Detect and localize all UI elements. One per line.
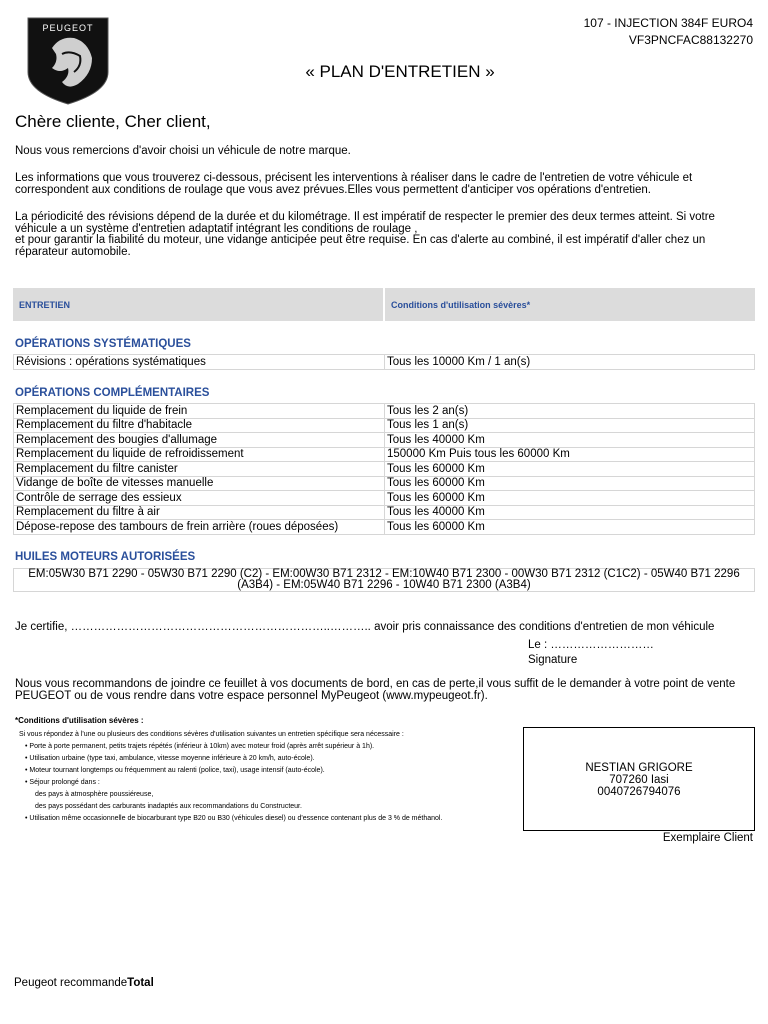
interval-cell: Tous les 60000 Km xyxy=(385,520,755,535)
complementary-table xyxy=(13,403,755,535)
copy-label: Exemplaire Client xyxy=(662,832,753,844)
vehicle-model: 107 - INJECTION 384F EURO4 xyxy=(583,16,753,30)
interval-cell: Tous les 1 an(s) xyxy=(385,418,755,433)
list-item: des pays à atmosphère poussiéreuse, xyxy=(35,791,154,798)
list-item: • Utilisation même occasionnelle de biocarburant type B20 ou B30 (véhicules diesel) ou d'essence contenant plus de 3 % de méthanol. xyxy=(25,815,443,822)
peugeot-logo xyxy=(22,14,114,106)
severe-conditions-title: *Conditions d'utilisation sévères : xyxy=(15,716,144,725)
operation-cell: Vidange de boîte de vitesses manuelle xyxy=(14,476,385,491)
table-row xyxy=(14,404,755,419)
table-row xyxy=(14,433,755,448)
recommendation-text: Nous vous recommandons de joindre ce feuillet à vos documents de bord, en cas de perte,il vous suffit de le demander à votre point de vente PEUGEOT ou de vous rendre dans votre espace personnel MyPeugeot (www.mypeugeot.fr). xyxy=(15,678,736,702)
client-info-box xyxy=(523,727,755,831)
systematic-table xyxy=(13,354,755,370)
vehicle-vin: VF3PNCFAC88132270 xyxy=(628,33,753,47)
section-title-systematic: OPÉRATIONS SYSTÉMATIQUES xyxy=(15,338,191,350)
signature-label: Signature xyxy=(528,654,578,666)
table-row xyxy=(14,505,755,520)
table-row xyxy=(14,447,755,462)
intro-paragraph-3: La périodicité des révisions dépend de la durée et du kilométrage. Il est impératif de respecter le premier des deux termes atteint. Si votre véhicule a un système d'entretien adaptatif intégrant les conditions de roulage , et pour garantir la fiabilité du moteur, une vidange anticipée peut être requise. En cas d'alerte au combiné, il est impératif d'aller chez un réparateur automobile. xyxy=(15,211,715,258)
interval-cell: Tous les 60000 Km xyxy=(385,491,755,506)
interval-cell: Tous les 60000 Km xyxy=(385,462,755,477)
intro-paragraph-2: Les informations que vous trouverez ci-dessous, précisent les interventions à réaliser dans le cadre de l'entretien de votre véhicule et correspondent aux conditions de roulage que vous avez prévues.Elles vous permettent d'anticiper vos opérations d'entretien. xyxy=(15,172,693,196)
page-title: « PLAN D'ENTRETIEN » xyxy=(305,62,495,81)
date-field: Le : ……………………… xyxy=(528,639,654,651)
svg-text:PEUGEOT: PEUGEOT xyxy=(42,23,94,33)
maintenance-table-header xyxy=(13,288,755,321)
interval-cell: Tous les 40000 Km xyxy=(385,433,755,448)
oils-line-2: (A3B4) - EM:05W40 B71 2296 - 10W40 B71 2300 (A3B4) xyxy=(237,579,531,591)
certification-text: Je certifie, …………………………………………………………..……….. avoir pris connaissance des conditions d'entretien de mon véhicule xyxy=(15,621,715,633)
severe-conditions-list xyxy=(19,729,442,825)
operation-cell: Contrôle de serrage des essieux xyxy=(14,491,385,506)
operation-cell: Remplacement des bougies d'allumage xyxy=(14,433,385,448)
interval-cell: Tous les 40000 Km xyxy=(385,505,755,520)
operation-cell: Remplacement du filtre à air xyxy=(14,505,385,520)
oils-line-1: EM:05W30 B71 2290 - 05W30 B71 2290 (C2) - EM:00W30 B71 2312 - EM:10W40 B71 2300 - 00W30 B71 2312 (C1C2) - 05W40 B71 2296 xyxy=(28,568,740,580)
table-row xyxy=(14,418,755,433)
list-item: • Moteur tournant longtemps ou fréquemment au ralenti (police, taxi), usage intensif (auto-école). xyxy=(25,767,325,774)
footer-text: Peugeot recommande xyxy=(14,977,128,989)
column-header-severe-conditions: Conditions d'utilisation sévères* xyxy=(391,300,531,310)
interval-cell: Tous les 60000 Km xyxy=(385,476,755,491)
client-phone: 0040726794076 xyxy=(597,786,681,798)
greeting: Chère cliente, Cher client, xyxy=(15,112,211,131)
footer xyxy=(14,977,154,989)
client-city: 707260 Iasi xyxy=(609,774,669,786)
list-item: • Séjour prolongé dans : xyxy=(25,779,100,786)
operation-cell: Révisions : opérations systématiques xyxy=(14,355,385,370)
intro-paragraph-1: Nous vous remercions d'avoir choisi un véhicule de notre marque. xyxy=(15,145,351,157)
section-title-oils: HUILES MOTEURS AUTORISÉES xyxy=(15,551,196,563)
column-header-maintenance: ENTRETIEN xyxy=(19,300,71,310)
oils-box xyxy=(13,568,755,592)
operation-cell: Dépose-repose des tambours de frein arrière (roues déposées) xyxy=(14,520,385,535)
list-item: des pays possédant des carburants inadaptés aux recommandations du Constructeur. xyxy=(35,803,302,810)
table-row xyxy=(14,462,755,477)
operation-cell: Remplacement du filtre d'habitacle xyxy=(14,418,385,433)
list-item: • Utilisation urbaine (type taxi, ambulance, vitesse moyenne inférieure à 20 km/h, auto-école). xyxy=(25,755,315,762)
vehicle-info xyxy=(584,15,753,49)
list-item: Si vous répondez à l'une ou plusieurs des conditions sévères d'utilisation suivantes un entretien spécifique sera nécessaire : xyxy=(19,731,404,738)
interval-cell: Tous les 10000 Km / 1 an(s) xyxy=(385,355,755,370)
table-row xyxy=(14,520,755,535)
table-row xyxy=(14,355,755,370)
operation-cell: Remplacement du liquide de refroidissement xyxy=(14,447,385,462)
operation-cell: Remplacement du liquide de frein xyxy=(14,404,385,419)
interval-cell: Tous les 2 an(s) xyxy=(385,404,755,419)
client-name: NESTIAN GRIGORE xyxy=(585,762,693,774)
interval-cell: 150000 Km Puis tous les 60000 Km xyxy=(385,447,755,462)
list-item: • Porte à porte permanent, petits trajets répétés (inférieur à 10km) avec moteur froid (après arrêt supérieur à 1h). xyxy=(25,743,375,750)
footer-brand: Total xyxy=(127,977,154,989)
table-row xyxy=(14,491,755,506)
section-title-complementary: OPÉRATIONS COMPLÉMENTAIRES xyxy=(15,387,210,399)
operation-cell: Remplacement du filtre canister xyxy=(14,462,385,477)
table-row xyxy=(14,476,755,491)
